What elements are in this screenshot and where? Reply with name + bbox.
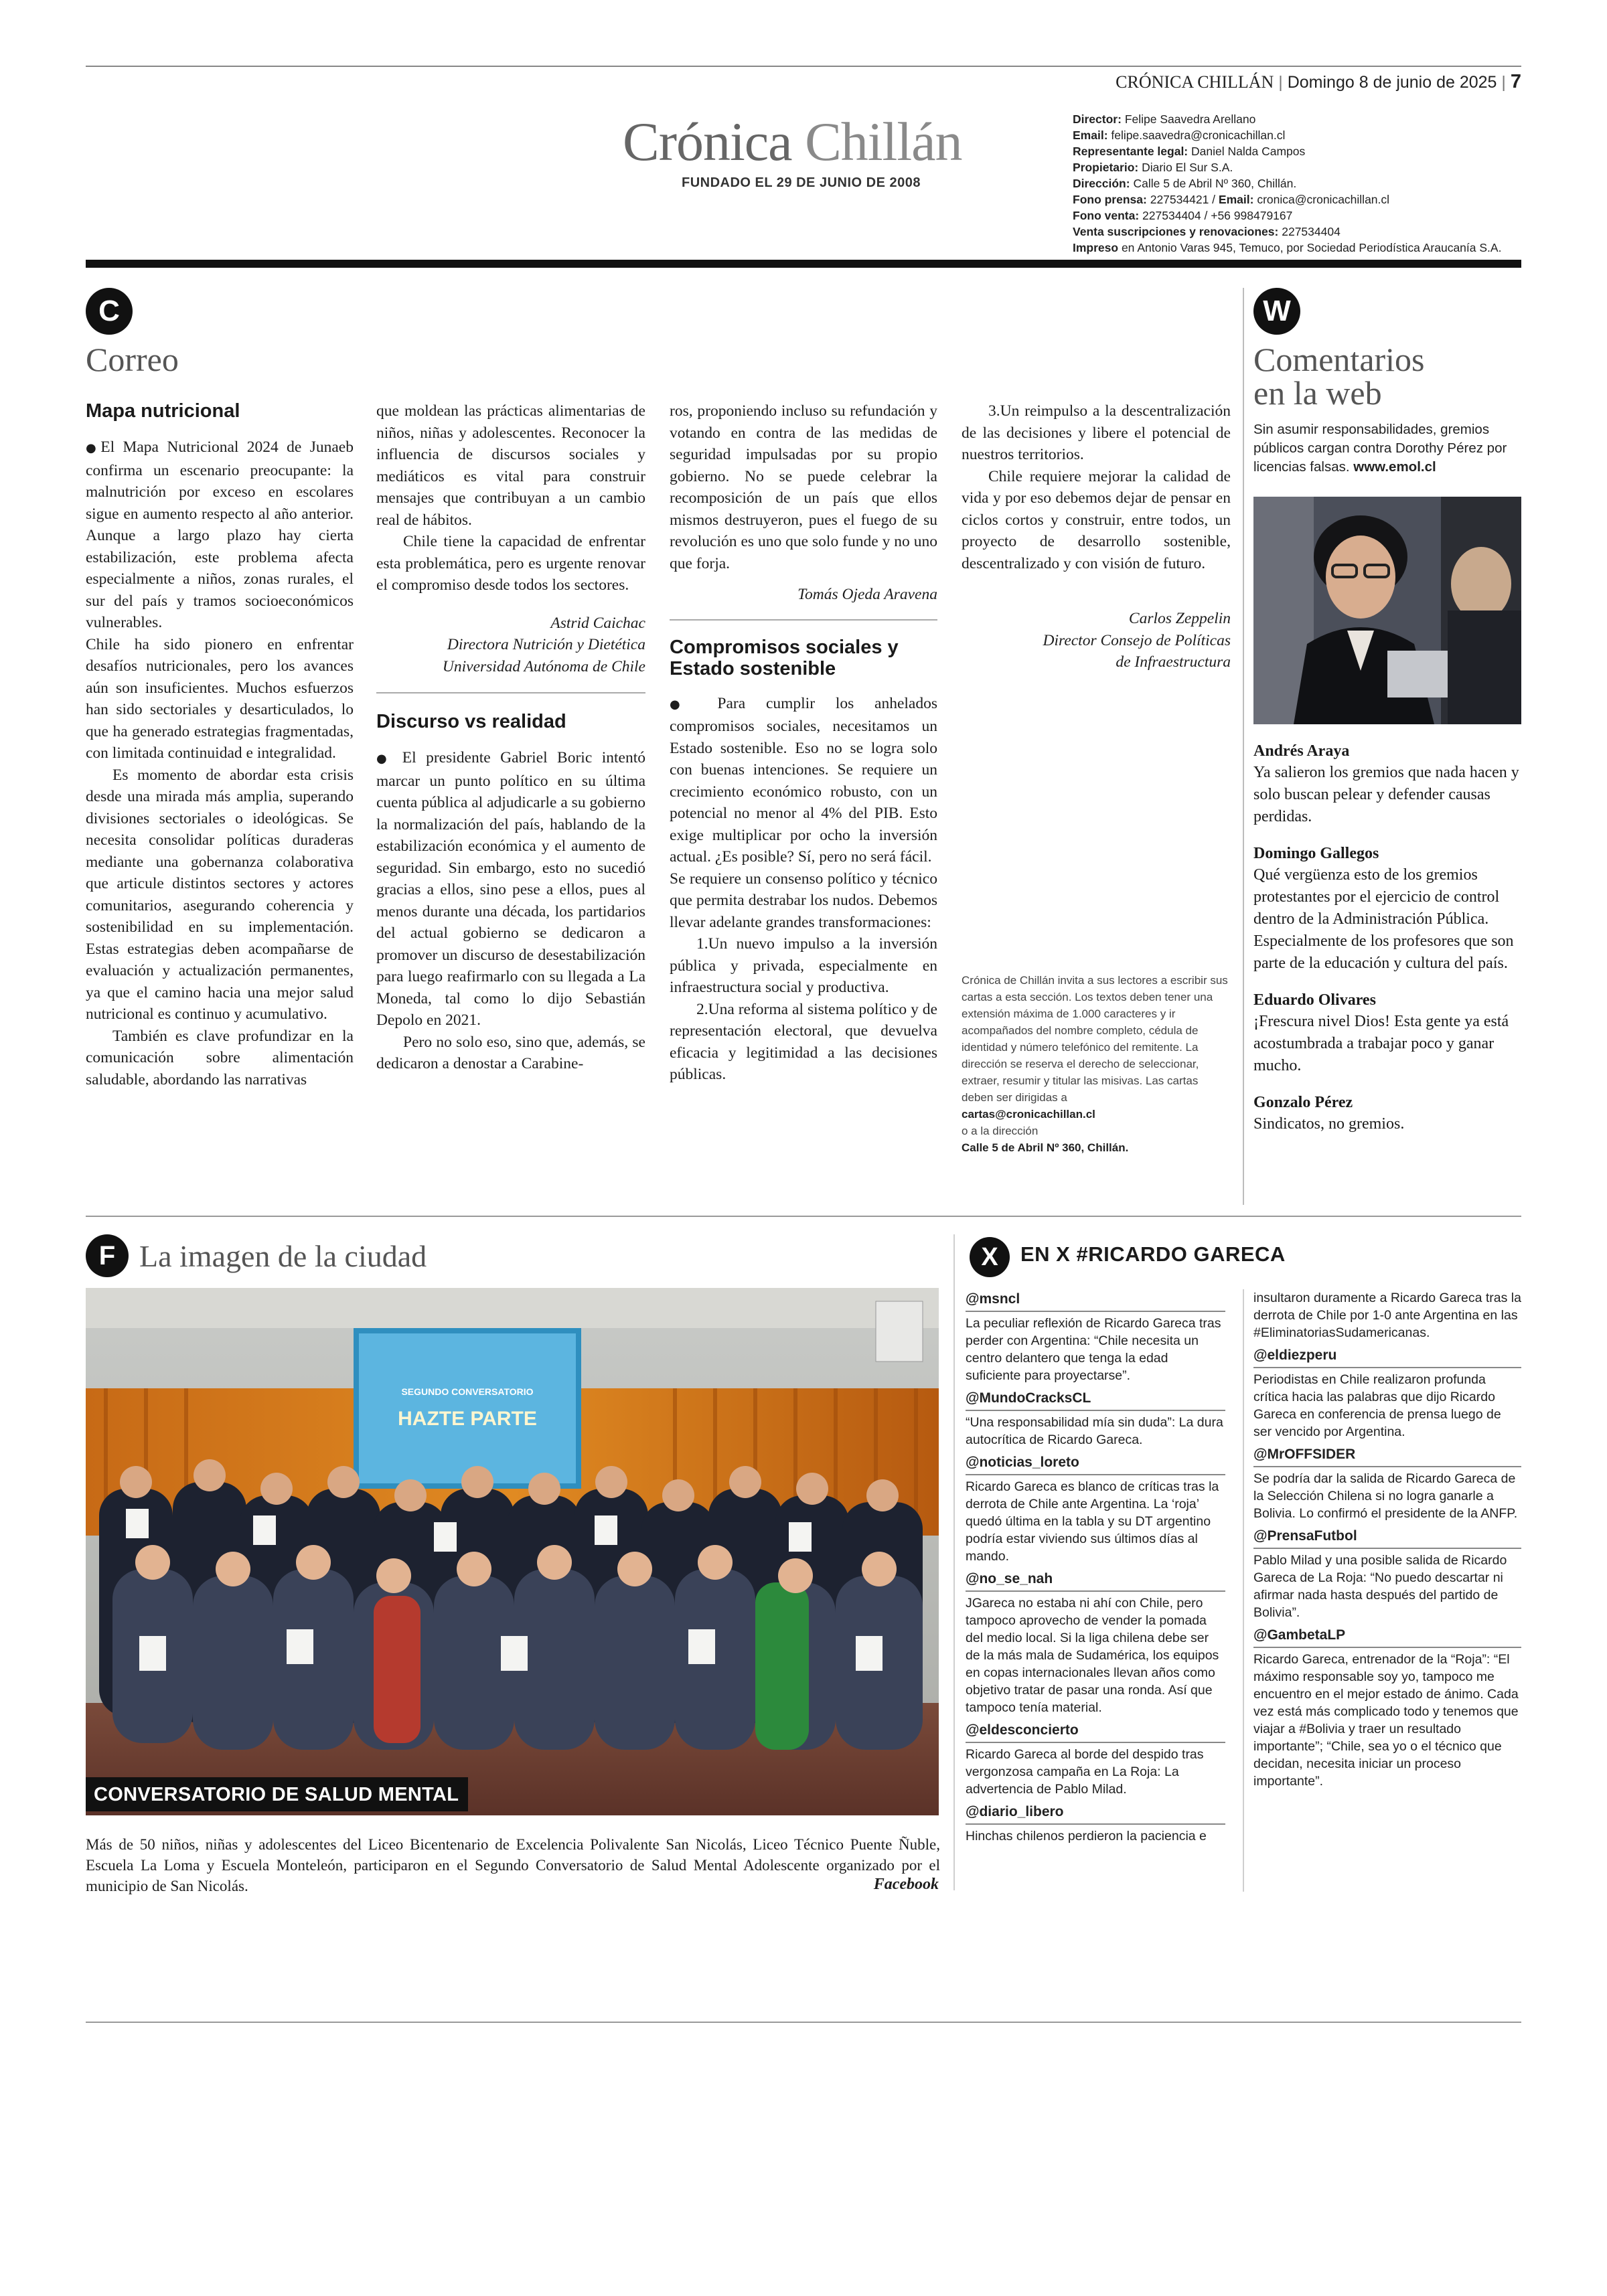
letter-signature-role: Director Consejo de Políticas — [1043, 631, 1231, 649]
photo-caption-title: CONVERSATORIO DE SALUD MENTAL — [86, 1777, 468, 1811]
tweet-text: Periodistas en Chile realizaron profunda crítica hacia las palabras que dijo Ricardo Gareca en conferencia de prensa luego de ser vencido por Argentina. — [1253, 1372, 1501, 1439]
web-comment — [1253, 989, 1521, 1077]
x-section-title: EN X #RICARDO GARECA — [1020, 1242, 1286, 1266]
tweet-text: Ricardo Gareca al borde del despido tras vergonzosa campaña en La Roja: La advertencia de Pablo Milad. — [966, 1747, 1204, 1797]
web-comment — [1253, 740, 1521, 828]
letter-paragraph: 1.Un nuevo impulso a la inversión pública y privada, especialmente en infraestructura social y productiva. — [670, 935, 937, 996]
portrait-illustration — [1253, 497, 1521, 724]
tweet-handle[interactable]: @eldesconcierto — [966, 1720, 1225, 1743]
staff-line: Venta suscripciones y renovaciones: 227534404 — [1073, 225, 1341, 238]
city-photo-group — [86, 1288, 939, 1815]
letter-paragraph: ros, proponiendo incluso su refundación y votando en contra de las medidas de seguridad impulsadas por su propio gobierno. No se puede celebrar la recomposición de un país que ellos mismos destruyeron, pues el fuego de su revolución es uno que solo funde y no uno que forja. — [670, 402, 937, 572]
tweet-handle[interactable]: @noticias_loreto — [966, 1453, 1225, 1475]
tweet-text: Ricardo Gareca, entrenador de la “Roja”: “El máximo responsable soy yo, tampoco me encuentro en el mejor estado de ánimo. Cada vez está más complicado todo y tenemos que viajar a #Bolivia y traer un resultado importante”; “Chile, sea yo o el técnico que decidan, necesita iniciar un proceso importante”. — [1253, 1652, 1519, 1789]
letter-paragraph: ●El Mapa Nutricional 2024 de Junaeb confirma un escenario preocupante: la malnutrición por exceso en escolares sigue en aumento respecto al año anterior. Aunque a largo plazo hay cierta estabilización, este problema afecta especialmente a niños, zonas rurales, el sur del país y tramos socioeconómicos vulnerables. — [86, 438, 354, 631]
letter-paragraph: 2.Una reforma al sistema político y de representación electoral, que devuelva eficacia y legitimidad a las decisiones públicas. — [670, 1000, 937, 1083]
screen-subtitle: SEGUNDO CONVERSATORIO — [401, 1386, 534, 1397]
top-rule — [86, 66, 1521, 67]
letter-paragraph: Chile requiere mejorar la calidad de vida y por eso debemos dejar de pensar en ciclos cortos y construir, entre todos, un proyecto de desarrollo sostenible, descentralizado y con visión de futuro. — [962, 467, 1231, 572]
x-column-1 — [966, 1289, 1225, 1849]
tweet-handle[interactable]: @no_se_nah — [966, 1569, 1225, 1592]
group-photo-illustration — [86, 1288, 939, 1815]
masthead-title-b: Chillán — [805, 111, 962, 172]
tweet-text: Pablo Milad y una posible salida de Ricardo Gareca de La Roja: “No puedo descartar ni afirmar nada hasta después del partido de Bolivia”. — [1253, 1553, 1507, 1620]
letter-title: Discurso vs realidad — [376, 711, 566, 732]
section-rule — [86, 1216, 1521, 1217]
news-photo-dorothy-perez — [1253, 497, 1521, 724]
staff-box — [1073, 111, 1501, 256]
letter-title: Mapa nutricional — [86, 400, 240, 422]
imagen-section-title: La imagen de la ciudad — [139, 1239, 427, 1273]
folio-publication: CRÓNICA CHILLÁN — [1116, 72, 1274, 92]
comment-author: Gonzalo Pérez — [1253, 1094, 1353, 1111]
web-comment — [1253, 1092, 1521, 1135]
web-intro: Sin asumir responsabilidades, gremios públicos cargan contra Dorothy Pérez por licencias falsas. www.emol.cl — [1253, 422, 1507, 475]
masthead-logo — [623, 110, 962, 173]
x-badge-icon: X — [970, 1237, 1010, 1277]
letter-signature-role: Universidad Autónoma de Chile — [442, 657, 645, 675]
correo-badge-icon: C — [86, 288, 133, 335]
comment-author: Andrés Araya — [1253, 742, 1350, 760]
letter-paragraph: Es momento de abordar esta crisis desde una mirada más amplia, superando divisiones sectoriales o ideológicas. Se necesita consolidar políticas duraderas mediante una gobernanza colaborativa que articule distintos sectores y actores comunitarios, asegurando coherencia y sostenibilidad en su implementación. Estas estrategias deben acompañarse de evaluación y actualización permanentes, ya que el camino hacia una mejor salud nutricional es continuo y acumulativo. — [86, 766, 354, 1023]
tweet-text: Se podría dar la salida de Ricardo Gareca de la Selección Chilena si no logra ganarle a Bolivia. Lo confirmó el presidente de la ANFP. — [1253, 1471, 1518, 1521]
letter-title: Compromisos sociales y Estado sostenible — [670, 636, 899, 679]
correo-column-2 — [376, 400, 645, 1075]
comment-author: Eduardo Olivares — [1253, 991, 1376, 1009]
folio-date: Domingo 8 de junio de 2025 — [1287, 73, 1497, 92]
tweet-text: JGareca no estaba ni ahí con Chile, pero tampoco aprovecho de vender la pomada del medio local. Si la liga chilena debe ser de la más mala de Sudamérica, los equipos en copas internacionales llevan años como objetivo tratar de pasar una ronda. Así que tampoco tenía material. — [966, 1596, 1219, 1715]
tweet-handle[interactable]: @PrensaFutbol — [1253, 1526, 1521, 1549]
masthead-founded: FUNDADO EL 29 DE JUNIO DE 2008 — [682, 175, 921, 190]
web-comment — [1253, 843, 1521, 975]
tweet-text: La peculiar reflexión de Ricardo Gareca tras perder con Argentina: “Chile necesita un centro delantero que tenga la edad suficiente para proyectarse”. — [966, 1316, 1221, 1383]
letter-paragraph: ● Para cumplir los anhelados compromisos sociales, necesitamos un Estado sostenible. Eso no se logra solo con buenas intenciones. Se requiere un crecimiento económico robusto, con un potencial no menor al 4% del PIB. Esto exige multiplicar por ocho la inversión actual. ¿Es posible? Sí, pero no será fácil. — [670, 694, 937, 866]
letter-signature-name: Tomás Ojeda Aravena — [797, 586, 937, 603]
tweet-text: Hinchas chilenos perdieron la paciencia e — [966, 1829, 1207, 1843]
bottom-rule — [86, 2022, 1521, 2023]
staff-line: Representante legal: Daniel Nalda Campos — [1073, 145, 1306, 158]
comment-text: Sindicatos, no gremios. — [1253, 1115, 1405, 1133]
letter-signature-name: Astrid Caichac — [550, 614, 645, 632]
staff-line: Director: Felipe Saavedra Arellano — [1073, 112, 1256, 126]
staff-line: Impreso en Antonio Varas 945, Temuco, por Sociedad Periodística Araucanía S.A. — [1073, 241, 1502, 254]
staff-line: Propietario: Diario El Sur S.A. — [1073, 161, 1233, 174]
letter-paragraph: que moldean las prácticas alimentarias de niños, niñas y adolescentes. Reconocer la influencia de discursos sociales y mediáticos es vital para construir mensajes que contribuyan a un cambio real de hábitos. — [376, 402, 645, 529]
correo-section-title: Correo — [86, 341, 179, 378]
correo-column-1 — [86, 400, 354, 1090]
letters-email-link[interactable]: cartas@cronicachillan.cl — [962, 1108, 1095, 1121]
letter-paragraph: Se requiere un consenso político y técnico que permita destrabar los nudos. Debemos llevar adelante grandes transformaciones: — [670, 870, 937, 931]
folio-page-number: 7 — [1510, 71, 1521, 92]
web-badge-icon: W — [1253, 288, 1300, 335]
tweet-text: “Una responsabilidad mía sin duda”: La dura autocrítica de Ricardo Gareca. — [966, 1415, 1223, 1447]
letter-paragraph: 3.Un reimpulso a la descentralización de las decisiones y libere el potencial de nuestros territorios. — [962, 402, 1231, 463]
letter-signature-role: Directora Nutrición y Dietética — [447, 636, 645, 653]
letter-paragraph: Chile ha sido pionero en enfrentar desafíos nutricionales, pero los avances aún son insuficientes. Muchos esfuerzos han sido sectoriales y desarticulados, lo que ha generado estrategias fragmentadas, con limitada continuidad e integralidad. — [86, 635, 354, 762]
page-folio: CRÓNICA CHILLÁN | Domingo 8 de junio de 2025 | 7 — [1116, 71, 1521, 92]
column-divider — [1243, 1289, 1244, 1892]
letter-separator — [376, 692, 645, 693]
photo-caption: Más de 50 niños, niñas y adolescentes del Liceo Bicentenario de Excelencia Polivalente San Nicolás, Liceo Técnico Puente Ñuble, Escuela La Loma y Escuela Monteleón, participaron en el Segundo Conversatorio de Salud Mental Adolescente organizado por el municipio de San Nicolás. — [86, 1836, 940, 1894]
tweet-handle[interactable]: @eldiezperu — [1253, 1345, 1521, 1368]
tweet-text: Ricardo Gareca es blanco de críticas tras la derrota de Chile ante Argentina. La ‘roja’ quedó última en la tabla y su DT argentino podría estar viviendo sus últimos días al mando. — [966, 1479, 1219, 1564]
tweet-handle[interactable]: @MrOFFSIDER — [1253, 1445, 1521, 1467]
photo-credit: Facebook — [873, 1876, 939, 1893]
correo-column-4 — [962, 400, 1231, 673]
column-divider — [1243, 288, 1244, 1205]
letter-paragraph: También es clave profundizar en la comunicación sobre alimentación saludable, abordando las narrativas — [86, 1027, 354, 1088]
staff-line: Dirección: Calle 5 de Abril Nº 360, Chillán. — [1073, 177, 1297, 190]
header-thick-rule — [86, 260, 1521, 268]
x-column-2 — [1253, 1289, 1521, 1794]
letter-paragraph: Chile tiene la capacidad de enfrentar esta problemática, pero es urgente renovar el compromiso desde todos los sectores. — [376, 533, 645, 594]
web-section-title: Comentarios en la web — [1253, 341, 1425, 412]
letter-paragraph: ● El presidente Gabriel Boric intentó marcar un punto político en su última cuenta pública al adjudicarle a su gobierno la normalización del país, hablando de la estabilización económica y el aumento de seguridad. Sin embargo, esto no sucedió gracias a ellos, sino pese a ellos, pues al menos durante una década, los partidarios del actual gobierno se dedicaron a promover un discurso de desestabilización para luego reafirmarlo con su llegada a La Moneda, tal como lo dijo Sebastián Depolo en 2021. — [376, 749, 645, 1029]
letters-address: Calle 5 de Abril Nº 360, Chillán. — [962, 1141, 1129, 1154]
comment-author: Domingo Gallegos — [1253, 845, 1379, 862]
tweet-handle[interactable]: @msncl — [966, 1289, 1225, 1312]
comment-text: Qué vergüenza esto de los gremios protestantes por el ejercicio de control dentro de la Administración Pública. Especialmente de los profesores que son parte de la educación y cultura del país. — [1253, 866, 1514, 972]
letters-notice: Crónica de Chillán invita a sus lectores a escribir sus cartas a esta sección. Los textos deben tener una extensión máxima de 1.000 caracteres y ir acompañados del nombre completo, cédula de identidad y número telefónico del remitente. La dirección se reserva el derecho de seleccionar, extraer, resumir y titular las misivas. Las cartas deben ser dirigidas a cartas@cronicachillan.cl o a la dirección Calle 5 de Abril Nº 360, Chillán. — [962, 974, 1228, 1154]
letter-separator — [670, 619, 937, 621]
tweet-text: insultaron duramente a Ricardo Gareca tras la derrota de Chile por 1-0 ante Argentina en las #EliminatoriasSudamericanas. — [1253, 1291, 1521, 1340]
masthead-title-a: Crónica — [623, 111, 792, 172]
letter-signature-role: de Infraestructura — [1116, 653, 1231, 671]
web-source-link[interactable]: www.emol.cl — [1353, 459, 1436, 475]
tweet-handle[interactable]: @GambetaLP — [1253, 1625, 1521, 1648]
column-divider — [953, 1234, 955, 1890]
comment-text: Ya salieron los gremios que nada hacen y solo buscan pelear y defender causas perdidas. — [1253, 764, 1519, 825]
staff-line: Fono venta: 227534404 / +56 998479167 — [1073, 209, 1293, 222]
screen-title: HAZTE PARTE — [398, 1408, 537, 1430]
tweet-handle[interactable]: @diario_libero — [966, 1802, 1225, 1825]
staff-line: Email: felipe.saavedra@cronicachillan.cl — [1073, 129, 1286, 142]
letter-paragraph: Pero no solo eso, sino que, además, se dedicaron a denostar a Carabine- — [376, 1033, 645, 1072]
staff-line: Fono prensa: 227534421 / Email: cronica@cronicachillan.cl — [1073, 193, 1390, 206]
letter-signature-name: Carlos Zeppelin — [1128, 610, 1231, 627]
web-comments-list — [1253, 740, 1521, 1135]
correo-column-3 — [670, 400, 937, 1086]
tweet-handle[interactable]: @MundoCracksCL — [966, 1388, 1225, 1411]
imagen-badge-icon: F — [86, 1234, 129, 1277]
comment-text: ¡Frescura nivel Dios! Esta gente ya está acostumbrada a trabajar poco y ganar mucho. — [1253, 1013, 1509, 1074]
